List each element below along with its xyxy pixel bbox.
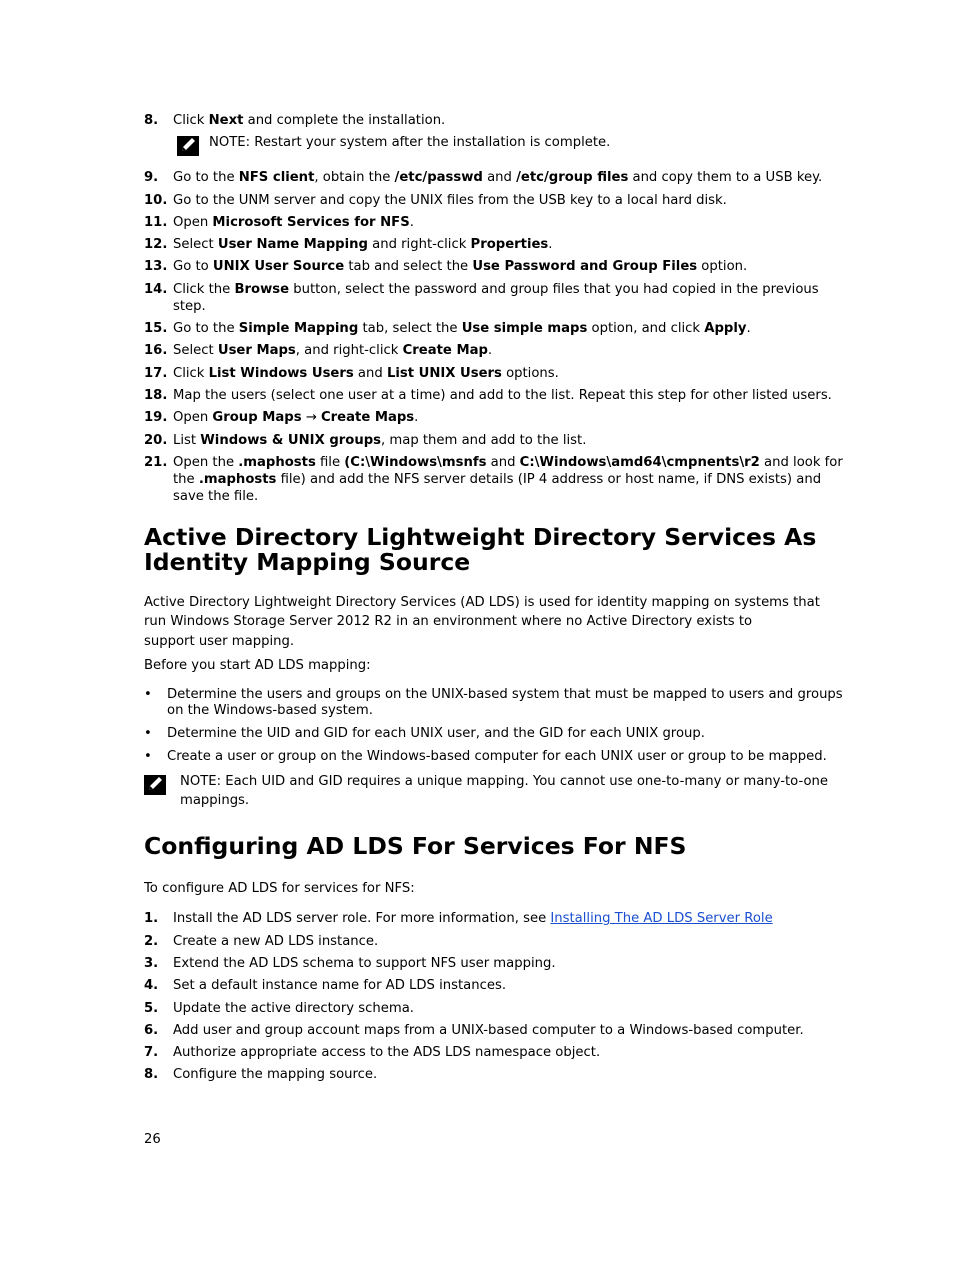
step-item bbox=[144, 454, 844, 505]
step-number: 4. bbox=[144, 978, 159, 994]
step-text bbox=[173, 112, 844, 129]
step-text bbox=[173, 977, 844, 994]
bold-term: User Maps bbox=[217, 343, 296, 359]
step-item bbox=[144, 409, 844, 426]
step-number: 8. bbox=[144, 1067, 159, 1083]
step-text bbox=[173, 365, 844, 382]
intro-line-2: support user mapping. bbox=[144, 633, 295, 649]
step-text bbox=[173, 933, 844, 950]
installation-steps bbox=[144, 112, 844, 129]
text-run: and bbox=[353, 365, 387, 381]
bold-term: C:\Windows\amd64\cmpnents\r2 bbox=[519, 454, 760, 470]
text-run: Go to bbox=[173, 259, 213, 275]
step-number: 15. bbox=[144, 321, 168, 337]
bold-term: /etc/passwd bbox=[394, 170, 483, 186]
link-installing-ad-lds-role[interactable]: Installing The AD LDS Server Role bbox=[550, 911, 773, 927]
step-text bbox=[173, 320, 844, 337]
bold-term: Simple Mapping bbox=[238, 321, 359, 337]
text-run: option, and click bbox=[587, 321, 705, 337]
text-run: → bbox=[301, 410, 321, 426]
step-item bbox=[144, 1022, 844, 1039]
bullet-item bbox=[144, 726, 844, 742]
text-run: Select bbox=[173, 237, 218, 253]
step-item bbox=[144, 387, 844, 404]
bold-term: Use Password and Group Files bbox=[472, 259, 698, 275]
bold-term: Microsoft Services for NFS bbox=[212, 214, 410, 230]
bullet-list bbox=[144, 687, 844, 765]
bullet-item bbox=[144, 749, 844, 765]
bullet-marker: • bbox=[144, 748, 152, 764]
text-run: List bbox=[173, 432, 201, 448]
bold-term: List Windows Users bbox=[208, 365, 354, 381]
note-restart bbox=[177, 134, 844, 161]
step-item bbox=[144, 214, 844, 231]
text-run: , map them and add to the list. bbox=[381, 432, 587, 448]
step-text bbox=[173, 1022, 844, 1039]
step-item bbox=[144, 955, 844, 972]
step-item bbox=[144, 432, 844, 449]
configuration-steps bbox=[144, 910, 844, 1083]
heading-ad-lds-identity-mapping: Active Directory Lightweight Directory Services As Identity Mapping Source bbox=[144, 522, 817, 576]
step-item bbox=[144, 910, 844, 927]
text-run: and look for the bbox=[173, 454, 843, 487]
bullet-text: Determine the users and groups on the UNIX-based system that must be mapped to users and groups on the Windows-based system. bbox=[167, 686, 843, 718]
bullet-marker: • bbox=[144, 725, 152, 741]
text-run: Install the AD LDS server role. For more information, see bbox=[173, 911, 551, 927]
bold-term: Use simple maps bbox=[461, 321, 588, 337]
step-number: 8. bbox=[144, 113, 159, 128]
text-run: Create a new AD LDS instance. bbox=[173, 933, 379, 949]
bold-term: User Name Mapping bbox=[217, 237, 368, 253]
text-run: and right-click bbox=[367, 237, 471, 253]
note-text: Each UID and GID requires a unique mapping. You cannot use one-to-many or many-to-one mappings. bbox=[180, 773, 828, 808]
bold-term: .maphosts bbox=[238, 454, 316, 470]
bullet-text: Create a user or group on the Windows-based computer for each UNIX user or group to be mapped. bbox=[167, 748, 827, 764]
text-run: Open bbox=[173, 214, 213, 230]
text-run: and copy them to a USB key. bbox=[628, 170, 823, 186]
bold-term: Browse bbox=[234, 281, 290, 297]
text-run: file) and add the NFS server details (IP 4 address or host name, if DNS exists) and save the file. bbox=[173, 471, 822, 504]
step-number: 16. bbox=[144, 343, 168, 359]
before-text: Before you start AD LDS mapping: bbox=[144, 658, 371, 674]
text-run: button, select the password and group files that you had copied in the previous step. bbox=[173, 281, 819, 314]
bold-term: Properties bbox=[470, 237, 549, 253]
step-item bbox=[144, 1000, 844, 1017]
step-text bbox=[173, 387, 844, 404]
page-number: 26 bbox=[144, 1132, 161, 1147]
text-run: Click bbox=[173, 365, 209, 381]
step-text bbox=[173, 169, 844, 186]
step-text bbox=[173, 409, 844, 426]
text-run: , obtain the bbox=[314, 170, 395, 186]
text-run: file bbox=[315, 454, 345, 470]
note-uid-gid bbox=[144, 772, 844, 810]
step-number: 17. bbox=[144, 365, 168, 381]
bold-term: Next bbox=[208, 113, 244, 128]
bold-term: Create Map bbox=[402, 343, 488, 359]
step-number: 5. bbox=[144, 1000, 159, 1016]
step-item bbox=[144, 169, 844, 186]
step-number: 19. bbox=[144, 410, 168, 426]
step-number: 1. bbox=[144, 911, 159, 927]
text-run: and bbox=[486, 454, 520, 470]
text-run: Click the bbox=[173, 281, 235, 297]
step-item bbox=[144, 320, 844, 337]
text-run: options. bbox=[501, 365, 559, 381]
text-run: Select bbox=[173, 343, 218, 359]
text-run: . bbox=[414, 410, 419, 426]
text-run: Configure the mapping source. bbox=[173, 1067, 378, 1083]
bullet-item bbox=[144, 687, 844, 719]
bold-term: Windows & UNIX groups bbox=[200, 432, 382, 448]
bold-term: List UNIX Users bbox=[386, 365, 502, 381]
step-text bbox=[173, 192, 844, 209]
installation-steps-continued bbox=[144, 169, 844, 505]
step-text bbox=[173, 281, 844, 315]
text-run: Go to the bbox=[173, 170, 239, 186]
step-number: 6. bbox=[144, 1022, 159, 1038]
step-text bbox=[173, 342, 844, 359]
step-text bbox=[173, 432, 844, 449]
step-number: 3. bbox=[144, 955, 159, 971]
step-number: 20. bbox=[144, 432, 168, 448]
text-run: Go to the UNM server and copy the UNIX files from the USB key to a local hard disk. bbox=[173, 192, 727, 208]
document-page bbox=[144, 112, 844, 1089]
step-text bbox=[173, 1044, 844, 1061]
text-run: Authorize appropriate access to the ADS LDS namespace object. bbox=[173, 1045, 601, 1061]
text-run: Set a default instance name for AD LDS instances. bbox=[173, 978, 507, 994]
text-run: . bbox=[746, 321, 751, 337]
step-item bbox=[144, 977, 844, 994]
text-run: Open the bbox=[173, 454, 239, 470]
step-item bbox=[144, 342, 844, 359]
note-text: Restart your system after the installation is complete. bbox=[250, 135, 611, 151]
text-run: Open bbox=[173, 410, 213, 426]
step-item bbox=[144, 192, 844, 209]
bold-term: UNIX User Source bbox=[212, 259, 345, 275]
note-label: NOTE: bbox=[180, 773, 222, 789]
step-text bbox=[173, 910, 844, 927]
note-label: NOTE: bbox=[209, 135, 251, 151]
text-run: Go to the bbox=[173, 321, 239, 337]
step-item bbox=[144, 281, 844, 315]
bullet-text: Determine the UID and GID for each UNIX user, and the GID for each UNIX group. bbox=[167, 725, 705, 741]
note-pencil-icon bbox=[177, 136, 199, 161]
bold-term: NFS client bbox=[238, 170, 315, 186]
step-number: 9. bbox=[144, 170, 159, 186]
text-run: . bbox=[487, 343, 493, 359]
step-number: 18. bbox=[144, 387, 168, 403]
step-number: 2. bbox=[144, 933, 159, 949]
bold-term: Create Maps bbox=[320, 410, 415, 426]
bold-term: .maphosts bbox=[198, 471, 277, 487]
note-pencil-icon bbox=[144, 775, 180, 801]
text-run: Map the users (select one user at a time) and add to the list. Repeat this step for other listed users. bbox=[173, 387, 832, 403]
text-run: . bbox=[409, 214, 414, 230]
bold-term: /etc/group files bbox=[516, 170, 629, 186]
step-number: 21. bbox=[144, 454, 168, 470]
step-text bbox=[173, 1066, 844, 1083]
step-number: 13. bbox=[144, 259, 168, 275]
text-run: Extend the AD LDS schema to support NFS user mapping. bbox=[173, 955, 556, 971]
text-run: option. bbox=[697, 259, 748, 275]
text-run: Update the active directory schema. bbox=[173, 1000, 414, 1016]
bold-term: Group Maps bbox=[212, 410, 302, 426]
intro-paragraph bbox=[144, 593, 844, 652]
step-text bbox=[173, 258, 844, 275]
text-run: tab and select the bbox=[344, 259, 473, 275]
step-number: 11. bbox=[144, 214, 168, 230]
step-item bbox=[144, 1044, 844, 1061]
step-item bbox=[144, 1066, 844, 1083]
step-item bbox=[144, 112, 844, 129]
text-run: Click bbox=[173, 113, 209, 128]
text-run: Add user and group account maps from a UNIX-based computer to a Windows-based computer. bbox=[173, 1022, 804, 1038]
text-run: tab, select the bbox=[358, 321, 462, 337]
text-run: and bbox=[482, 170, 517, 186]
text-run: and complete the installation. bbox=[243, 113, 446, 128]
step-item bbox=[144, 236, 844, 253]
step-text bbox=[173, 454, 844, 505]
step-item bbox=[144, 365, 844, 382]
step-item bbox=[144, 258, 844, 275]
text-run: . bbox=[548, 237, 553, 253]
bullet-marker: • bbox=[144, 686, 152, 702]
config-intro: To configure AD LDS for services for NFS: bbox=[144, 880, 415, 896]
bold-term: Apply bbox=[704, 321, 747, 337]
bold-term: (C:\Windows\msnfs bbox=[344, 454, 487, 470]
step-item bbox=[144, 933, 844, 950]
step-number: 10. bbox=[144, 192, 168, 208]
step-text bbox=[173, 1000, 844, 1017]
step-number: 12. bbox=[144, 237, 168, 253]
step-text bbox=[173, 236, 844, 253]
step-number: 7. bbox=[144, 1045, 159, 1061]
text-run: , and right-click bbox=[295, 343, 403, 359]
step-text bbox=[173, 214, 844, 231]
step-text bbox=[173, 955, 844, 972]
heading-configuring-ad-lds: Configuring AD LDS For Services For NFS bbox=[144, 831, 687, 860]
intro-line-1: Active Directory Lightweight Directory Services (AD LDS) is used for identity mapping on systems that run Windows Storage Server 2012 R2 in an environment where no Active Directory exists to bbox=[144, 594, 820, 630]
step-number: 14. bbox=[144, 281, 168, 297]
